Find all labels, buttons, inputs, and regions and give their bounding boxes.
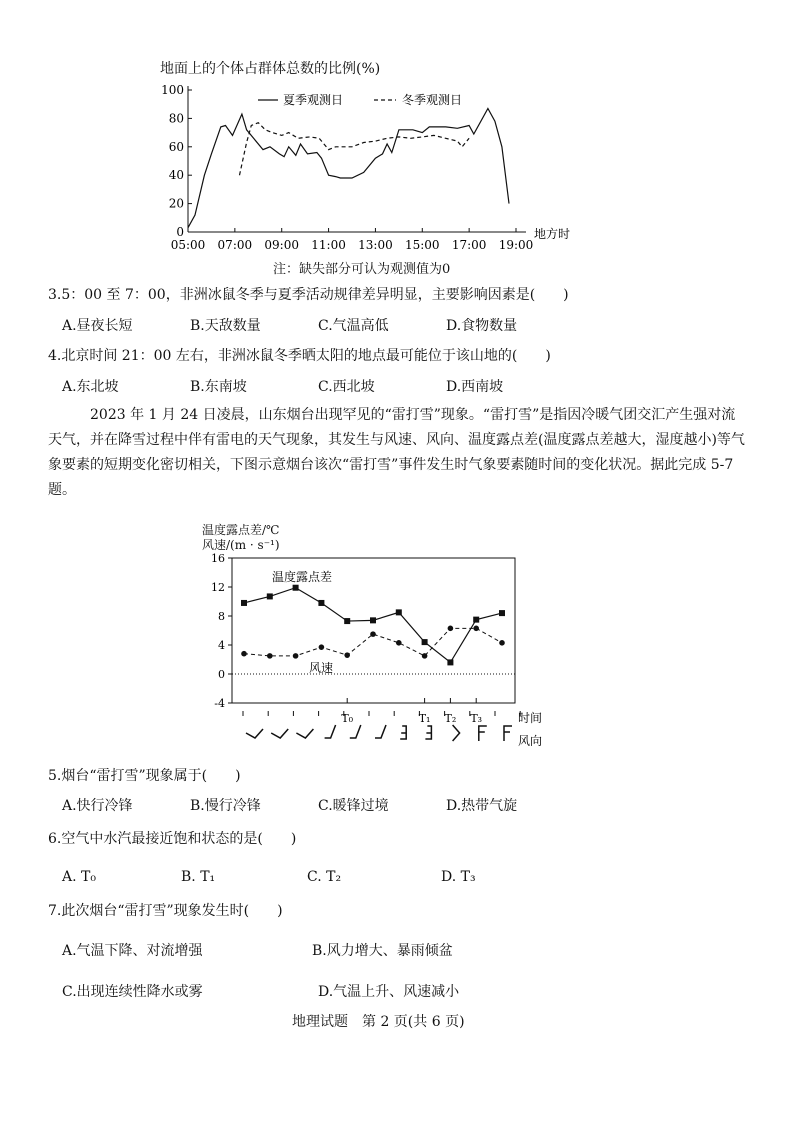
chart2-ylabel-wind: 风速/(m · s⁻¹) xyxy=(202,538,280,552)
q7-option-d[interactable]: D.气温上升、风速减小 xyxy=(318,984,460,1000)
chart1-title: 地面上的个体占群体总数的比例(%) xyxy=(160,61,381,77)
chart2-ylabel-dewpoint: 温度露点差/℃ xyxy=(202,523,280,537)
question-3-stem: 3.5：00 至 7：00，非洲冰鼠冬季与夏季活动规律差异明显，主要影响因素是( ) xyxy=(48,287,569,303)
wind-direction-glyph xyxy=(375,725,386,738)
chart2-dewpoint-point xyxy=(293,585,299,591)
chart2-dewpoint-point xyxy=(499,610,505,616)
chart1-note: 注：缺失部分可认为观测值为0 xyxy=(273,262,451,277)
chart1-line-chart xyxy=(150,80,590,280)
q5-option-d[interactable]: D.热带气旋 xyxy=(446,798,518,814)
chart2-wind-point xyxy=(241,651,247,657)
chart2-wind-point xyxy=(370,631,376,637)
q4-option-c[interactable]: C.西北坡 xyxy=(318,379,375,395)
q7-option-c[interactable]: C.出现连续性降水或雾 xyxy=(62,984,203,1000)
chart1-y-tick-label: 0 xyxy=(176,225,184,239)
page-footer: 地理试题 第 2 页(共 6 页) xyxy=(292,1014,465,1030)
chart1-legend-summer: 夏季观测日 xyxy=(283,93,344,107)
chart2-wind-point xyxy=(344,652,350,658)
chart2-wind-point xyxy=(267,653,273,659)
q6-option-b[interactable]: B. T₁ xyxy=(181,869,216,885)
chart2-wind-point xyxy=(319,644,325,650)
q5-option-a[interactable]: A.快行冷锋 xyxy=(62,798,133,814)
chart2-t-label: T₀ xyxy=(341,712,354,725)
question-7-stem: 7.此次烟台“雷打雪”现象发生时( ) xyxy=(48,903,283,919)
passage-paragraph: 2023 年 1 月 24 日凌晨，山东烟台出现罕见的“雷打雪”现象。“雷打雪”是指因冷暖气团交汇产生强对流天气，并在降雪过程中伴有雷电的天气现象，其发生与风速、风向、温度露点差(温度露点差越大，湿度越小)等气象要素的短期变化密切相关，下图示意烟台该次“雷打雪”事件发生时气象要素随时间的变化状况。据此完成 5-7 题。 xyxy=(48,407,745,498)
chart2-dewpoint-point xyxy=(473,617,479,623)
chart1-x-tick-label: 19:00 xyxy=(498,238,534,252)
q4-option-a[interactable]: A.东北坡 xyxy=(62,379,119,395)
chart1-y-tick-label: 60 xyxy=(168,139,184,154)
chart1-legend-winter: 冬季观测日 xyxy=(402,93,463,107)
q5-option-c[interactable]: C.暖锋过境 xyxy=(318,798,389,814)
chart2-dewpoint-point xyxy=(318,600,324,606)
chart2-y-tick-label: 16 xyxy=(211,552,225,565)
chart2-x-axis-label: 时间 xyxy=(518,711,543,725)
chart1-x-tick-label: 15:00 xyxy=(404,238,440,252)
chart2-wind-point xyxy=(396,640,402,646)
chart2-series-dewpoint xyxy=(244,588,502,663)
chart1-y-tick-label: 80 xyxy=(168,111,184,126)
chart1-x-tick-label: 05:00 xyxy=(170,238,206,252)
chart2-line-chart xyxy=(195,550,565,755)
q3-option-b[interactable]: B.天敌数量 xyxy=(190,318,261,334)
chart2-wind-point xyxy=(499,640,505,646)
chart2-dewpoint-point xyxy=(344,618,350,624)
chart2-dewpoint-label: 温度露点差 xyxy=(272,570,333,584)
wind-direction-glyph xyxy=(504,726,512,741)
chart1-x-tick-label: 11:00 xyxy=(311,238,346,252)
wind-direction-glyph xyxy=(425,726,431,739)
chart2-wind-dir-label: 风向 xyxy=(518,734,543,748)
chart1-series-summer xyxy=(188,109,509,228)
chart1-x-axis-label: 地方时 xyxy=(534,227,571,241)
wind-direction-glyph xyxy=(246,729,263,738)
question-4-stem: 4.北京时间 21：00 左右，非洲冰鼠冬季晒太阳的地点最可能位于该山地的( ) xyxy=(48,348,551,364)
q6-option-a[interactable]: A. T₀ xyxy=(62,869,96,885)
q3-option-a[interactable]: A.昼夜长短 xyxy=(62,318,133,334)
chart1-x-tick-label: 07:00 xyxy=(217,238,253,252)
chart2-y-tick-label: 8 xyxy=(218,610,225,623)
q3-option-c[interactable]: C.气温高低 xyxy=(318,318,389,334)
chart2-wind-point xyxy=(422,653,428,659)
q3-option-d[interactable]: D.食物数量 xyxy=(446,318,518,334)
chart1-y-tick-label: 100 xyxy=(161,83,184,97)
question-6-stem: 6.空气中水汽最接近饱和状态的是( ) xyxy=(48,831,297,847)
q5-option-b[interactable]: B.慢行冷锋 xyxy=(190,798,261,814)
chart1-y-tick-label: 20 xyxy=(168,196,184,211)
chart2-dewpoint-point xyxy=(396,609,402,615)
q6-option-c[interactable]: C. T₂ xyxy=(307,869,342,885)
chart2-t-label: T₂ xyxy=(444,712,457,725)
chart2-wind-label: 风速 xyxy=(309,661,334,675)
wind-direction-glyph xyxy=(271,729,288,738)
chart1-y-tick-label: 40 xyxy=(168,168,184,183)
wind-direction-glyph xyxy=(325,725,336,738)
chart2-wind-point xyxy=(473,626,479,632)
chart2-y-tick-label: 12 xyxy=(211,581,225,594)
q6-option-d[interactable]: D. T₃ xyxy=(441,869,476,885)
chart2-y-tick-label: 4 xyxy=(218,639,225,652)
chart2-dewpoint-point xyxy=(370,617,376,623)
chart2-dewpoint-point xyxy=(267,593,273,599)
chart2-dewpoint-point xyxy=(241,600,247,606)
chart1-series-winter xyxy=(240,123,470,176)
wind-direction-glyph xyxy=(400,726,406,739)
chart2-y-tick-label: 0 xyxy=(218,668,225,681)
wind-direction-glyph xyxy=(479,726,487,741)
chart1-x-tick-label: 09:00 xyxy=(264,238,300,252)
chart1-x-tick-label: 17:00 xyxy=(451,238,487,252)
q7-option-a[interactable]: A.气温下降、对流增强 xyxy=(62,943,203,959)
wind-direction-glyph xyxy=(453,725,460,741)
wind-direction-glyph xyxy=(350,725,361,738)
chart2-dewpoint-point xyxy=(447,659,453,665)
wind-direction-glyph xyxy=(296,729,313,738)
q4-option-b[interactable]: B.东南坡 xyxy=(190,379,247,395)
chart2-t-label: T₁ xyxy=(418,712,431,725)
q4-option-d[interactable]: D.西南坡 xyxy=(446,379,504,395)
q7-option-b[interactable]: B.风力增大、暴雨倾盆 xyxy=(312,943,453,959)
chart2-wind-point xyxy=(293,653,299,659)
question-5-stem: 5.烟台“雷打雪”现象属于( ) xyxy=(48,768,241,784)
chart2-t-label: T₃ xyxy=(470,712,483,725)
chart2-dewpoint-point xyxy=(422,639,428,645)
chart1-x-tick-label: 13:00 xyxy=(358,238,393,252)
chart2-wind-point xyxy=(448,626,454,632)
chart2-y-tick-label: -4 xyxy=(214,697,225,710)
